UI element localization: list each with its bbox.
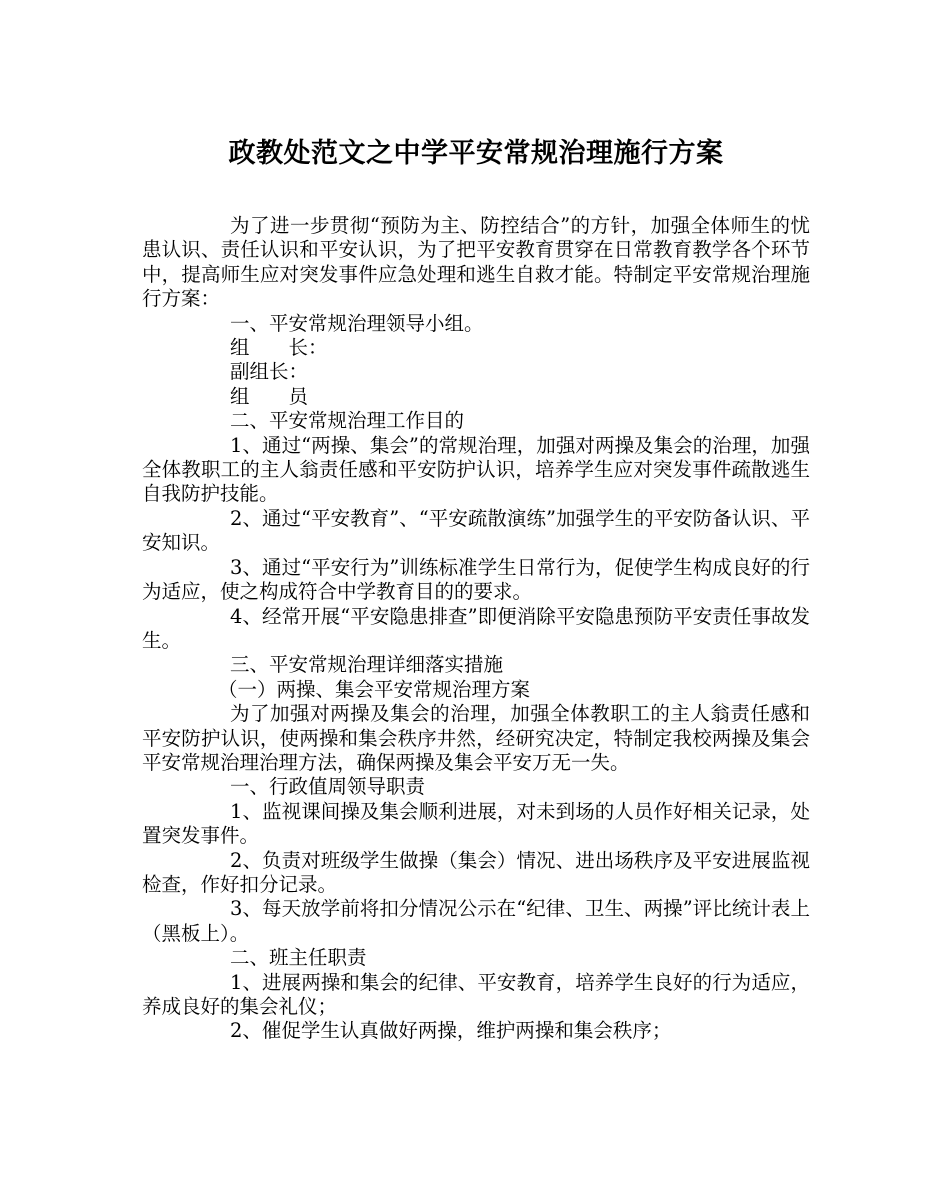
section-heading: 一、行政值周领导职责 [230,775,426,799]
body-paragraph: 3、通过“平安行为”训练标准学生日常行为，促使学生构成良好的行为适应，使之构成符合中学教育目的的要求。 [142,555,810,604]
body-paragraph: 2、通过“平安教育”、“平安疏散演练”加强学生的平安防备认识、平安知识。 [142,506,810,555]
section-heading: 二、班主任职责 [230,946,367,970]
section-heading: 二、平安常规治理工作目的 [230,409,465,433]
section-heading: 组 员 [230,384,309,408]
document-body [142,214,810,1044]
body-paragraph: 为了加强对两操及集会的治理，加强全体教职工的主人翁责任感和平安防护认识，使两操和集会秩序井然，经研究决定，特制定我校两操及集会平安常规治理治理方法，确保两操及集会平安万无一失。 [142,702,810,774]
body-paragraph: 1、进展两操和集会的纪律、平安教育，培养学生良好的行为适应，养成良好的集会礼仪； [142,970,810,1018]
document-title: 政教处范文之中学平安常规治理施行方案 [228,138,724,169]
body-paragraph: 1、通过“两操、集会”的常规治理，加强对两操及集会的治理，加强全体教职工的主人翁责任感和平安防护认识，培养学生应对突发事件疏散逃生自我防护技能。 [142,433,810,506]
section-heading: 一、平安常规治理领导小组。 [230,311,484,335]
body-paragraph: 2、催促学生认真做好两操，维护两操和集会秩序； [230,1019,672,1043]
body-paragraph: 为了进一步贯彻“预防为主、防控结合”的方针，加强全体师生的忧患认识、责任认识和平安认识，为了把平安教育贯穿在日常教育教学各个环节中，提高师生应对突发事件应急处理和逃生自救才能。特制定平安常规治理施行方案： [142,214,810,311]
body-paragraph: 2、负责对班级学生做操（集会）情况、进出场秩序及平安进展监视检查，作好扣分记录。 [142,848,810,896]
body-paragraph: 1、监视课间操及集会顺利进展，对未到场的人员作好相关记录，处置突发事件。 [142,799,810,848]
section-heading: 组 长： [230,336,328,360]
body-paragraph: 3、每天放学前将扣分情况公示在“纪律、卫生、两操”评比统计表上（黑板上）。 [142,897,810,945]
section-heading: 三、平安常规治理详细落实措施 [230,653,504,677]
subsection-heading: （一）两操、集会平安常规治理方案 [218,677,531,701]
document-page [142,134,810,1044]
section-heading: 副组长： [230,360,309,384]
body-paragraph: 4、经常开展“平安隐患排查”即便消除平安隐患预防平安责任事故发生。 [142,604,810,652]
